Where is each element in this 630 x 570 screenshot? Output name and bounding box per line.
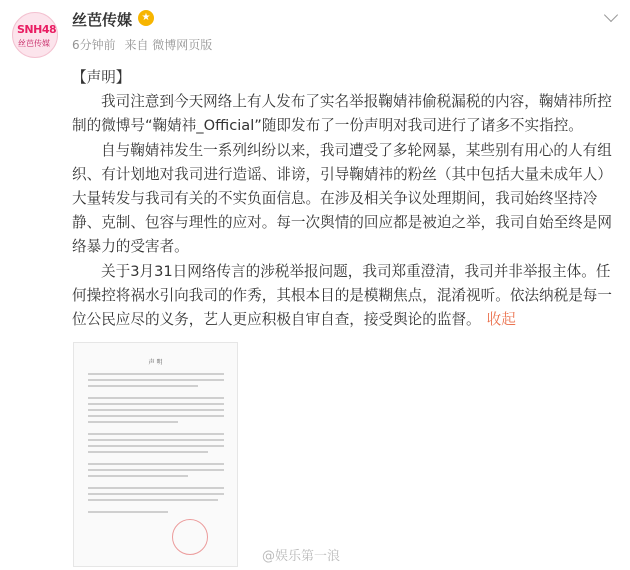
collapse-link[interactable]: 收起 bbox=[486, 311, 516, 329]
author-name[interactable]: 丝芭传媒 bbox=[72, 11, 133, 29]
post-heading: 【声明】 bbox=[72, 69, 131, 86]
paragraph-2: 自与鞠婧祎发生一系列纠纷以来，我司遭受了多轮网暴，某些别有用心的人有组织、有计划地对我司进行造谣、诽谤，引导鞠婧祎的粉丝（其中包括大量未成年人）大量转发与我司有关的不实负面信息。在涉及相关争议处理期间，我司始终坚持冷静、克制、包容与理性的应对。每一次舆情的回应都是被迫之举，我司自始至终是网络暴力的受害者。 bbox=[72, 141, 612, 256]
post-time[interactable]: 6分钟前 bbox=[72, 38, 116, 52]
avatar[interactable] bbox=[12, 12, 58, 58]
avatar-logo-text: SNH48 bbox=[17, 23, 57, 36]
post-meta bbox=[72, 36, 217, 53]
watermark: @娱乐第一浪 bbox=[262, 549, 341, 564]
paragraph-3-text: 关于3月31日网络传言的涉税举报问题，我司郑重澄清，我司并非举报主体。任何操控将祸水引向我司的作秀，其根本目的是模糊焦点，混淆视听。依法纳税是每一位公民应尽的义务，艺人更应积极自审自查，接受舆论的监督。 bbox=[72, 262, 612, 329]
avatar-logo-subtext: 丝芭传媒 bbox=[18, 39, 50, 48]
paragraph-3 bbox=[72, 260, 620, 333]
statement-image[interactable] bbox=[73, 342, 238, 567]
chevron-down-icon[interactable] bbox=[604, 8, 618, 22]
statement-image-title: 声 明 bbox=[148, 359, 163, 366]
verified-crown-icon: ★ bbox=[138, 10, 154, 26]
post-source: 来自 微博网页版 bbox=[124, 38, 213, 52]
paragraph-1: 我司注意到今天网络上有人发布了实名举报鞠婧祎偷税漏税的内容，鞠婧祎所控制的微博号“鞠婧祎_Official”随即发布了一份声明对我司进行了诸多不实指控。 bbox=[72, 93, 612, 135]
company-seal bbox=[172, 519, 208, 555]
post-content bbox=[72, 66, 620, 332]
